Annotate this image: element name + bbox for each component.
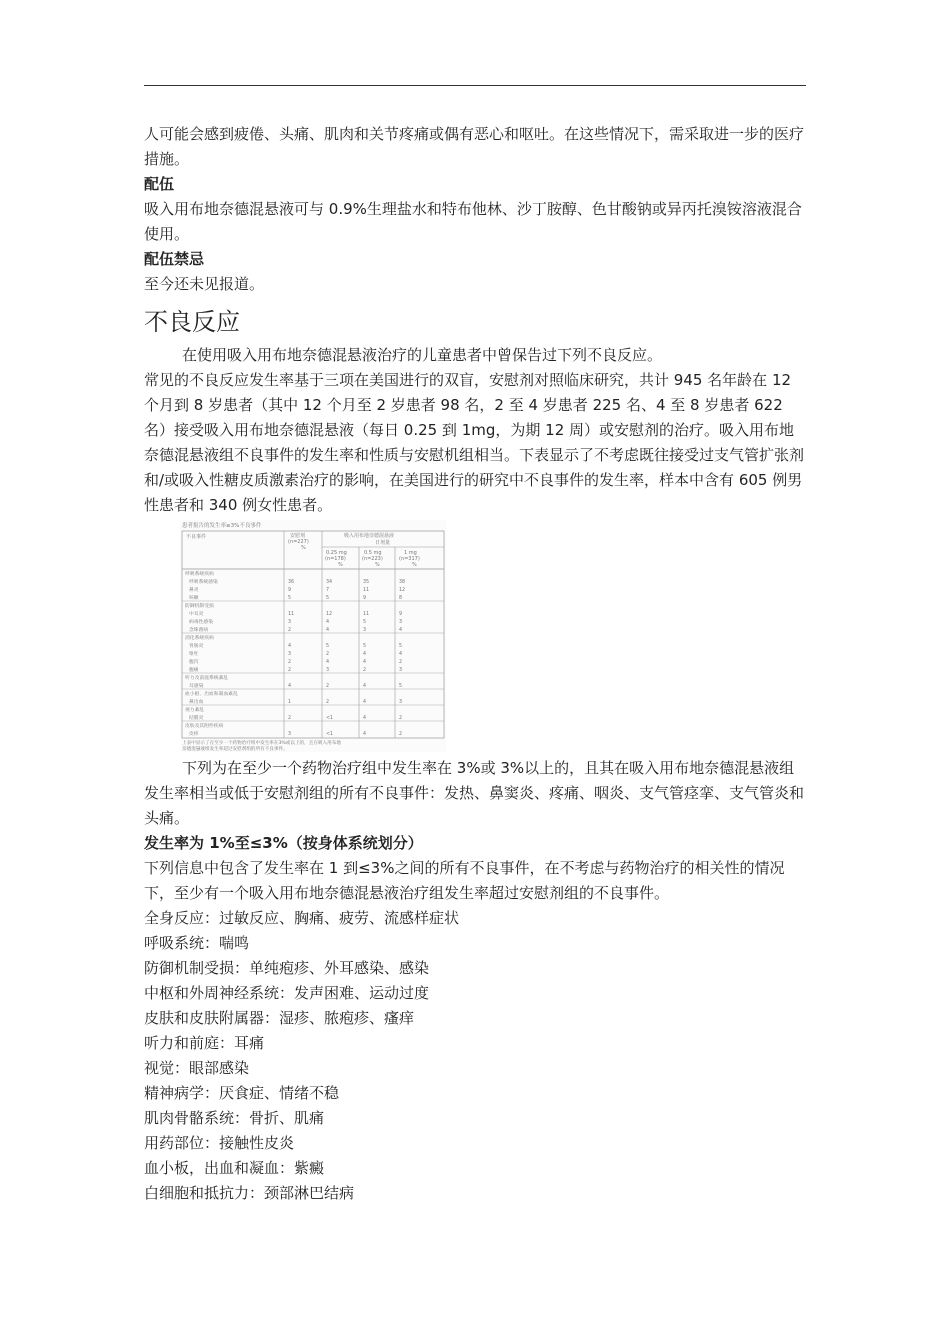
table-cell-value: 5 xyxy=(326,644,330,649)
header-group: 吸入用布地奈德混悬液 xyxy=(344,533,395,539)
header-placebo-n: (n=227) xyxy=(288,539,309,545)
table-section-label: 视力紊乱 xyxy=(185,708,205,713)
table-cell-value: 12 xyxy=(399,588,406,593)
incidence-subheading: 发生率为 1%至≤3%（按身体系统划分） xyxy=(144,834,423,852)
table-cell-value: 2 xyxy=(326,684,330,689)
table-cell-value: 4 xyxy=(326,660,330,665)
header-dose1-n: (n=178) xyxy=(325,556,346,562)
table-cell-value: 3 xyxy=(288,652,292,657)
table-cell-value: 3 xyxy=(288,732,292,737)
header-dose1-pct: % xyxy=(338,562,343,568)
header-dose2: 0.5 mg xyxy=(364,550,382,556)
system-item: 血小板，出血和凝血：紫癜 xyxy=(144,1159,325,1177)
table-footnote-2: 奈德混悬液组发生率超过安慰剂组的所有不良事件。 xyxy=(182,747,288,752)
page-content xyxy=(144,122,808,1206)
table-section-label: 消化系统疾病 xyxy=(185,636,214,641)
table-cell-value: 9 xyxy=(399,612,403,617)
system-item: 皮肤和皮肤附属器：湿疹、脓疱疹、瘙痒 xyxy=(144,1009,415,1027)
table-cell-value: 4 xyxy=(363,716,367,721)
adverse-study-paragraph: 常见的不良反应发生率基于三项在美国进行的双盲，安慰剂对照临床研究，共计 945 名年龄在 12 个月到 8 岁患者（其中 12 个月至 2 岁患者 98 名，2 至 4 岁患者 225 名、4 至 8 岁患者 622 名）接受吸入用布地奈德混悬液（每日 0.25 到 1mg，为期 12 周）或安慰剂的治疗。吸入用布地奈德混悬液组不良事件的发生率和性质与安慰机组相当。下表显示了不考虑既往接受过支气管扩张剂和/或吸入性糖皮质激素治疗的影响，在美国进行的研究中不良事件的发生率，样本中含有 605 例男性患者和 340 例女性患者。 xyxy=(144,371,805,514)
table-row-label: 腹痛 xyxy=(189,668,199,673)
table-section-label: 听力及前庭系统紊乱 xyxy=(185,676,229,681)
system-item: 中枢和外周神经系统：发声困难、运动过度 xyxy=(144,984,430,1002)
table-row-label: 鼻出血 xyxy=(189,700,204,705)
table-row-label: 呕吐 xyxy=(189,652,199,657)
adverse-reactions-title: 不良反应 xyxy=(144,308,240,336)
table-cell-value: 4 xyxy=(288,644,292,649)
table-section-label: 防御机制受损 xyxy=(185,604,214,609)
table-row-label: 胃肠炎 xyxy=(189,644,204,649)
table-cell-value: 9 xyxy=(363,596,367,601)
system-item: 听力和前庭：耳痛 xyxy=(144,1034,265,1052)
table-cell-value: 4 xyxy=(363,684,367,689)
table-row-label: 中耳炎 xyxy=(189,612,204,617)
header-placebo-pct: % xyxy=(301,545,306,551)
system-item: 全身反应：过敏反应、胸痛、疲劳、流感样症状 xyxy=(144,909,460,927)
table-row-label: 鼻炎 xyxy=(189,588,199,593)
table-cell-value: 35 xyxy=(363,580,370,585)
table-cell-value: 1 xyxy=(288,700,292,705)
table-cell-value: 2 xyxy=(288,668,292,673)
table-cell-value: 4 xyxy=(363,652,367,657)
system-item: 防御机制受损：单纯疱疹、外耳感染、感染 xyxy=(144,959,430,977)
table-cell-value: 3 xyxy=(399,620,403,625)
system-item: 视觉：眼部感染 xyxy=(144,1059,250,1077)
table-cell-value: 34 xyxy=(326,580,333,585)
table-cell-value: 2 xyxy=(399,732,403,737)
system-item: 白细胞和抵抗力：颈部淋巴结病 xyxy=(144,1184,355,1202)
table-cell-value: 2 xyxy=(288,628,292,633)
adverse-summary-paragraph: 下列为在至少一个药物治疗组中发生率在 3%或 3%以上的，且其在吸入用布地奈德混悬液组发生率相当或低于安慰剂组的所有不良事件：发热、鼻窦炎、疼痛、咽炎、支气管痉挛、支气管炎和头痛。 xyxy=(144,759,805,827)
system-item: 精神病学：厌食症、情绪不稳 xyxy=(144,1084,340,1102)
adverse-events-table xyxy=(180,520,446,752)
header-dose3: 1 mg xyxy=(404,550,417,556)
table-cell-value: 11 xyxy=(288,612,295,617)
header-dose3-n: (n=317) xyxy=(399,556,420,562)
table-cell-value: 3 xyxy=(399,668,403,673)
header-dose2-pct: % xyxy=(375,562,380,568)
table-cell-value: 9 xyxy=(288,588,292,593)
table-row-label: 呼吸系统感染 xyxy=(189,580,218,585)
table-footnote-1: 上表中显示了在至少一个药物治疗组中发生率在3%或以上的，且在吸入用布地 xyxy=(182,741,341,746)
adverse-events-table-figure xyxy=(180,520,446,752)
header-placebo: 安慰剂 xyxy=(290,533,306,539)
incompatibility-text: 至今还未见报道。 xyxy=(144,275,265,293)
table-row-label: 耳感染 xyxy=(189,684,204,689)
table-cell-value: 2 xyxy=(326,700,330,705)
header-dose2-n: (n=223) xyxy=(362,556,383,562)
table-cell-value: 38 xyxy=(399,580,406,585)
table-cell-value: 12 xyxy=(326,612,333,617)
table-section-label: 呼吸系统疾病 xyxy=(185,572,214,577)
table-cell-value: 11 xyxy=(363,612,370,617)
table-cell-value: 4 xyxy=(399,628,403,633)
header-event: 不良事件 xyxy=(186,534,207,540)
table-cell-value: 3 xyxy=(399,700,403,705)
table-cell-value: 4 xyxy=(363,700,367,705)
body-system-list xyxy=(144,906,808,1206)
compatibility-text: 吸入用布地奈德混悬液可与 0.9%生理盐水和特布他林、沙丁胺醇、色甘酸钠或异丙托溴铵溶液混合使用。 xyxy=(144,200,802,243)
table-cell-value: 4 xyxy=(326,620,330,625)
table-row-label: 腹泻 xyxy=(189,660,199,665)
header-dose3-pct: % xyxy=(412,562,417,568)
table-cell-value: 3 xyxy=(326,668,330,673)
continued-paragraph: 人可能会感到疲倦、头痛、肌肉和关节疼痛或偶有恶心和呕吐。在这些情况下，需采取进一步的医疗措施。 xyxy=(144,125,805,168)
header-rule xyxy=(144,85,806,86)
table-cell-value: 2 xyxy=(326,652,330,657)
table-cell-value: 11 xyxy=(363,588,370,593)
table-cell-value: 3 xyxy=(363,628,367,633)
table-row-label: 咳嗽 xyxy=(189,596,199,601)
table-row-label: 结膜炎 xyxy=(189,716,204,721)
table-cell-value: 2 xyxy=(288,716,292,721)
header-dose1: 0.25 mg xyxy=(326,550,347,556)
table-cell-value: 2 xyxy=(399,660,403,665)
table-cell-value: <1 xyxy=(326,716,334,721)
table-cell-value: 5 xyxy=(363,620,367,625)
table-cell-value: 4 xyxy=(363,732,367,737)
table-cell-value: 4 xyxy=(326,628,330,633)
table-cell-value: <1 xyxy=(326,732,334,737)
table-cell-value: 5 xyxy=(399,684,403,689)
table-row-label: 皮疹 xyxy=(189,732,199,737)
compatibility-heading: 配伍 xyxy=(144,175,175,193)
system-item: 肌肉骨骼系统：骨折、肌痛 xyxy=(144,1109,325,1127)
table-cell-value: 3 xyxy=(288,620,292,625)
table-cell-value: 4 xyxy=(363,660,367,665)
incompatibility-heading: 配伍禁忌 xyxy=(144,250,205,268)
table-cell-value: 2 xyxy=(288,660,292,665)
adverse-intro-paragraph: 在使用吸入用布地奈德混悬液治疗的儿童患者中曾保告过下列不良反应。 xyxy=(182,346,663,364)
table-cell-value: 4 xyxy=(288,684,292,689)
table-section-label: 皮肤及其附件疾病 xyxy=(185,724,224,729)
system-item: 呼吸系统：喘鸣 xyxy=(144,934,250,952)
header-daily-dose: 日剂量 xyxy=(375,540,391,546)
table-cell-value: 5 xyxy=(288,596,292,601)
table-cell-value: 8 xyxy=(399,596,403,601)
table-cell-value: 4 xyxy=(399,652,403,657)
table-row-label: 念珠菌病 xyxy=(189,628,209,633)
table-section-label: 血小板、出血和凝血紊乱 xyxy=(185,692,238,697)
table-cell-value: 36 xyxy=(288,580,295,585)
table-caption: 患者报告的发生率≥3%不良事件 xyxy=(182,523,262,529)
table-cell-value: 5 xyxy=(399,644,403,649)
table-cell-value: 7 xyxy=(326,588,330,593)
table-cell-value: 2 xyxy=(399,716,403,721)
table-cell-value: 5 xyxy=(363,644,367,649)
table-cell-value: 2 xyxy=(363,668,367,673)
table-cell-value: 5 xyxy=(326,596,330,601)
system-item: 用药部位：接触性皮炎 xyxy=(144,1134,295,1152)
table-row-label: 病毒性感染 xyxy=(189,620,213,625)
incidence-description: 下列信息中包含了发生率在 1 到≤3%之间的所有不良事件，在不考虑与药物治疗的相关性的情况下，至少有一个吸入用布地奈德混悬液治疗组发生率超过安慰剂组的不良事件。 xyxy=(144,859,785,902)
